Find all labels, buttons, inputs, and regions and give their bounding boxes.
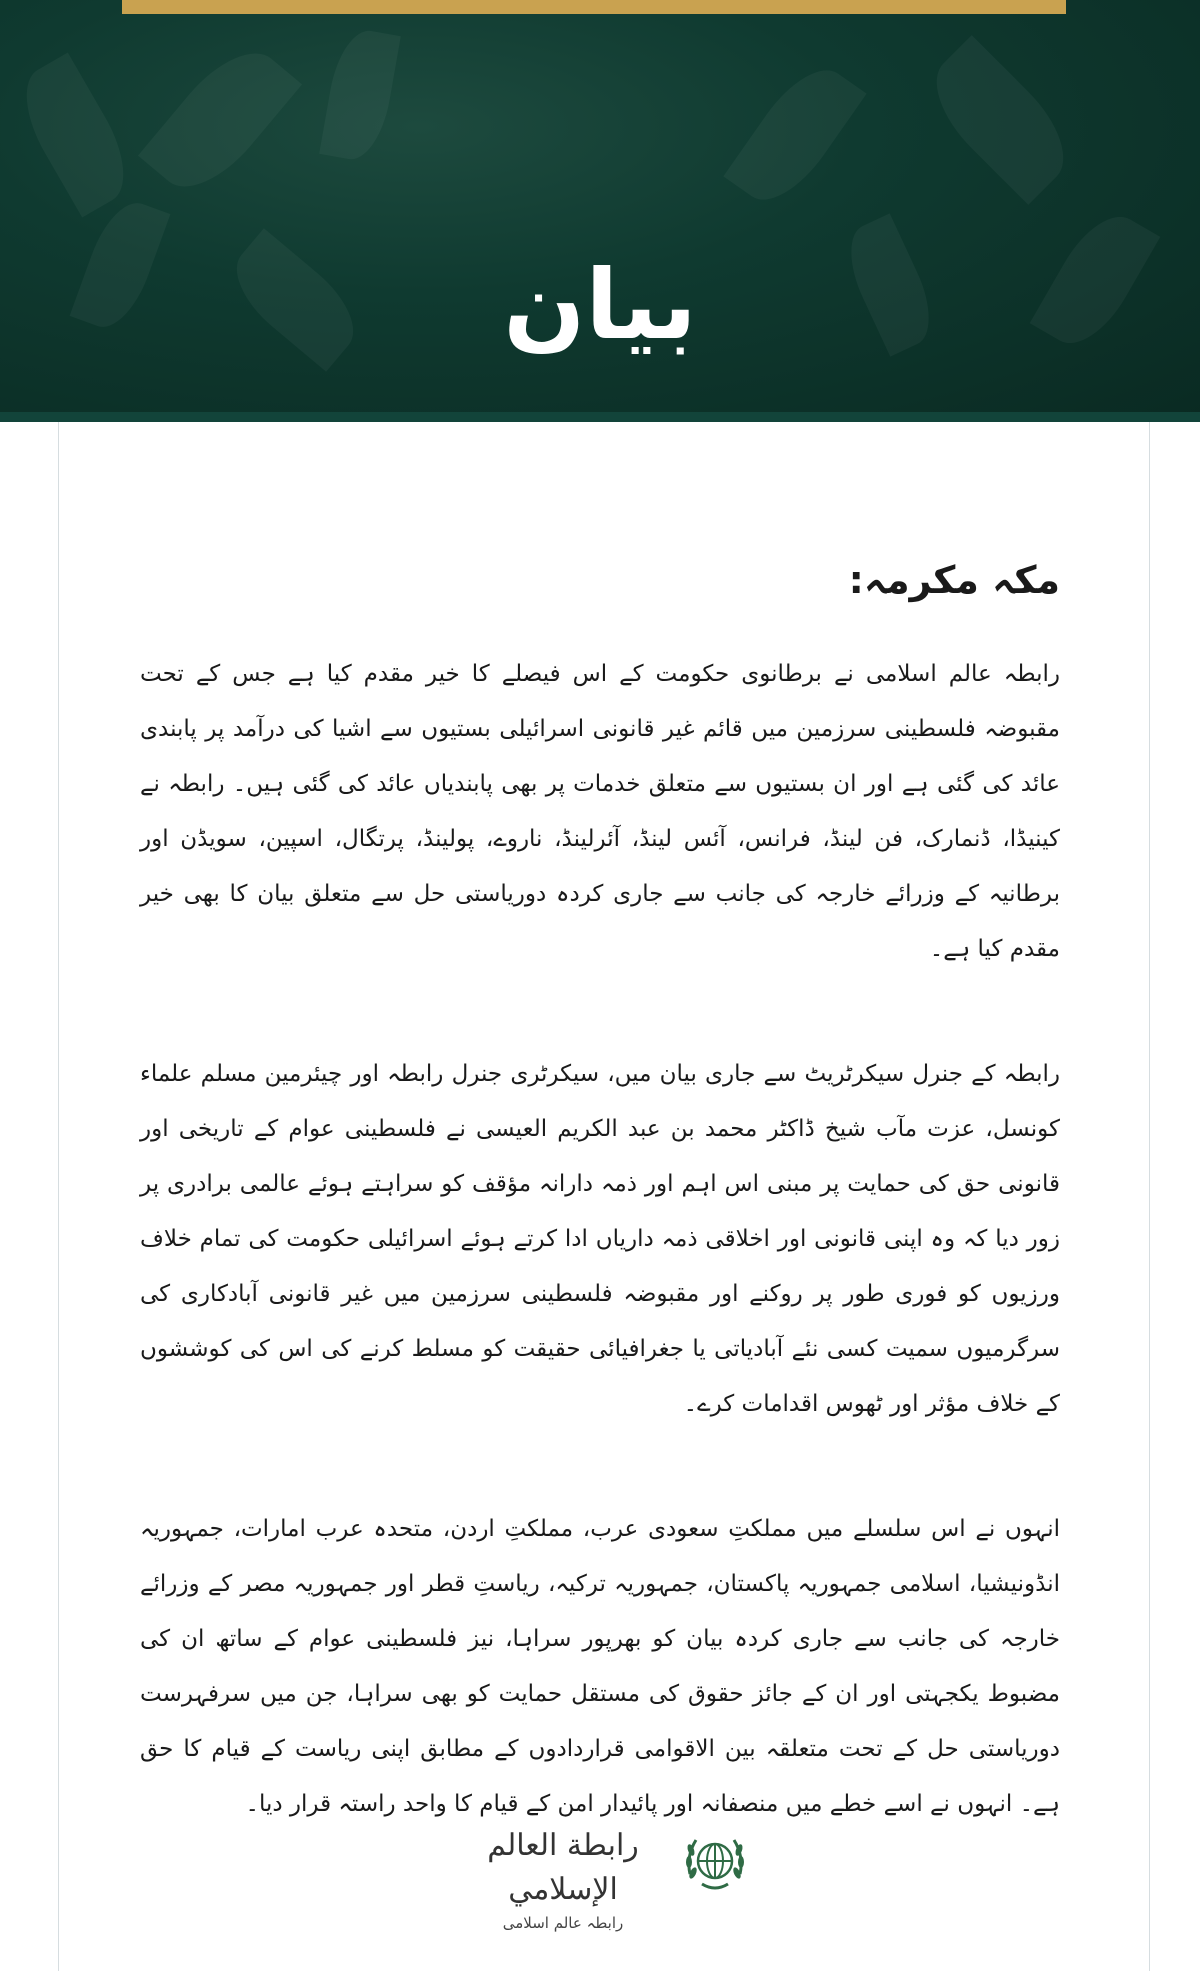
logo-arabic-text: رابطة العالم الإسلامي	[487, 1828, 639, 1907]
place-heading: مکہ مکرمہ:	[848, 558, 1060, 602]
logo-urdu-text: رابطہ عالم اسلامی	[502, 1914, 624, 1932]
statement-body	[140, 555, 1060, 1902]
header-bottom-line	[0, 412, 1200, 422]
leaf-decoration	[915, 35, 1085, 205]
header-banner	[0, 0, 1200, 422]
paragraph: انہوں نے اس سلسلے میں مملکتِ سعودی عرب، مملکتِ اردن، متحدہ عرب امارات، جمہوریہ انڈونیشیا، اسلامی جمہوریہ پاکستان، جمہوریہ ترکیہ، ریاستِ قطر اور جمہوریہ مصر کے وزرائے خارجہ کی جانب سے جاری کردہ بیان کو بھرپور سراہا، نیز فلسطینی عوام کے ساتھ ان کی مضبوط یکجہتی اور ان کے جائز حقوق کی مستقل حمایت کو بھی سراہا، جن میں سرفہرست دوریاستی حل کے تحت متعلقہ بین الاقوامی قراردادوں کے مطابق اپنی ریاست کے قیام کا حق ہے۔ انہوں نے اسے خطے میں منصفانہ اور پائیدار امن کے قیام کا واحد راستہ قرار دیا۔	[140, 1516, 1060, 1817]
mwl-logo	[460, 1820, 750, 1932]
paragraph: رابطہ عالم اسلامی نے برطانوی حکومت کے اس فیصلے کا خیر مقدم کیا ہے جس کے تحت مقبوضہ فلسطینی سرزمین میں قائم غیر قانونی اسرائیلی بستیوں سے اشیا کی درآمد پر پابندی عائد کی گئی ہے اور ان بستیوں سے متعلق خدمات پر بھی پابندیاں عائد کی گئی ہیں۔ رابطہ نے کینیڈا، ڈنمارک، فن لینڈ، فرانس، آئس لینڈ، آئرلینڈ، ناروے، پولینڈ، پرتگال، اسپین، سویڈن اور برطانیہ کے وزرائے خارجہ کی جانب سے جاری کردہ دوریاستی حل سے متعلق بیان کا بھی خیر مقدم کیا ہے۔	[140, 661, 1060, 962]
logo-wordmark	[458, 1824, 668, 1934]
leaf-decoration	[723, 53, 866, 216]
paragraph: رابطہ کے جنرل سیکرٹریٹ سے جاری بیان میں، سیکرٹری جنرل رابطہ اور چیئرمین مسلم علماء کونسل، عزت مآب شیخ ڈاکٹر محمد بن عبد الکریم العیسی نے فلسطینی عوام کے تاریخی اور قانونی حق کی حمایت پر مبنی اس اہم اور ذمہ دارانہ مؤقف کو سراہتے ہوئے عالمی برادری پر زور دیا کہ وہ اپنی قانونی اور اخلاقی ذمہ داریاں ادا کرتے ہوئے اسرائیلی حکومت کی تمام خلاف ورزیوں کو فوری طور پر روکنے اور مقبوضہ فلسطینی سرزمین میں غیر قانونی آبادکاری کی سرگرمیوں سمیت کسی نئے آبادیاتی یا جغرافیائی حقیقت کو مسلط کرنے کی اس کی کوششوں کے خلاف مؤثر اور ٹھوس اقدامات کرے۔	[140, 1061, 1060, 1417]
leaf-decoration	[7, 53, 143, 218]
globe-wreath-emblem-icon	[680, 1826, 750, 1896]
leaf-decoration	[138, 33, 302, 207]
leaf-decoration	[319, 26, 401, 164]
page-title: بیان	[503, 249, 697, 361]
gold-top-bar	[122, 0, 1066, 14]
